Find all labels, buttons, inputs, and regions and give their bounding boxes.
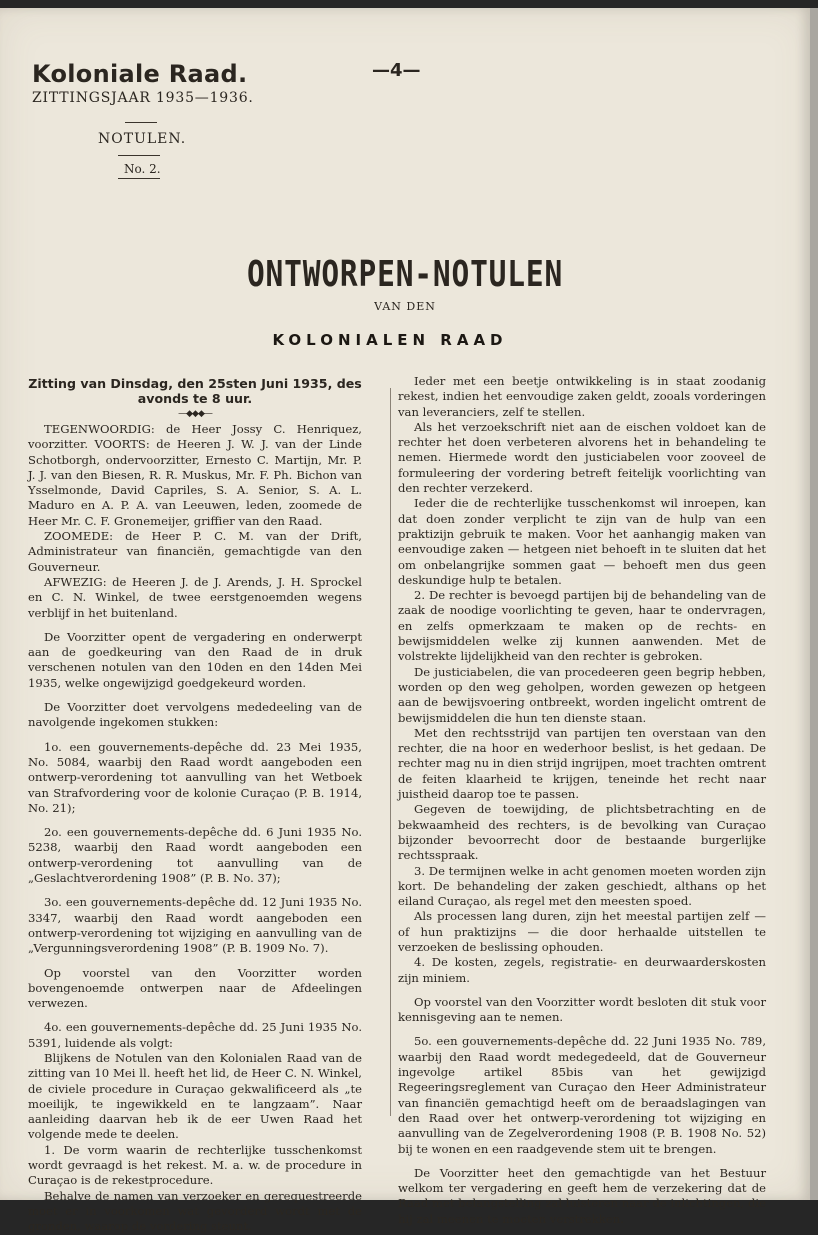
sitting-heading: Zitting van Dinsdag, den 25sten Juni 1935, des avonds te 8 uur.: [28, 376, 362, 406]
paragraph: Als het verzoekschrift niet aan de eischen voldoet kan de rechter het doen verbeteren alvorens het in behandeling te nemen. Hiermede wordt den justiciabelen voor zooveel de formuleering der vordering betreft feitelijk voorlichting van den rechter verzekerd.: [398, 419, 766, 496]
paragraph: 4o. een gouvernements-depêche dd. 25 Juni 1935 No. 5391, luidende als volgt:: [28, 1020, 362, 1050]
rule: [118, 178, 160, 179]
ornament: —◆◆◆—: [178, 409, 212, 419]
paragraph: 5o. een gouvernements-depêche dd. 22 Juni 1935 No. 789, waarbij den Raad wordt medegedeeld, dat de Gouverneur ingevolge artikel 85bis van het gewijzigd Regeeringsreglement van Curaçao den Heer Administrateur van financiën gemachtigd heeft om de beraadslagingen van den Raad over het ontwerp-verordening tot wijziging en aanvulling van de Zegelverordening 1908 (P. B. 1908 No. 52) bij te wonen en een raadgevende stem uit te brengen.: [398, 1034, 766, 1156]
paragraph: Behalve de namen van verzoeker en gerequestreerde moet er in voorkomen wat gevorderd wordt met de gronden, waarop de vordering steunt.: [28, 1188, 362, 1234]
paragraph: De justiciabelen, die van procedeeren geen begrip hebben, worden op den weg geholpen, worden gewezen op hetgeen aan de bewijsvoering ontbreekt, worden ingelicht omtrent de bewijsmiddelen die hun ten dienste staan.: [398, 664, 766, 725]
van-den-label: VAN DEN: [374, 300, 436, 313]
rule: [125, 122, 157, 123]
paragraph: 3o. een gouvernements-depêche dd. 12 Juni 1935 No. 3347, waarbij den Raad wordt aangeboden een ontwerp-verordening tot wijziging en aanvulling van de „Vergunningsverordening 1908” (P. B. 1909 No. 7).: [28, 895, 362, 956]
paragraph: Op voorstel van den Voorzitter wordt besloten dit stuk voor kennisgeving aan te nemen.: [398, 994, 766, 1025]
paragraph: Gegeven de toewijding, de plichtsbetrachting en de bekwaamheid des rechters, is de bevolking van Curaçao bijzonder bevoorrecht door de bestaande burgerlijke rechtsspraak.: [398, 802, 766, 863]
paragraph: Als processen lang duren, zijn het meestal partijen zelf — of hun praktizijns — die door herhaalde uitstellen te verzoeken de beslissing ophouden.: [398, 909, 766, 954]
paragraph: Met den rechtsstrijd van partijen ten overstaan van den rechter, die na hoor en wederhoor beslist, is het gedaan. De rechter mag nu in dien strijd ingrijpen, moet trachten omtrent de feiten klaarheid te krijgen, teneinde het recht naar juistheid daarop toe te passen.: [398, 725, 766, 802]
paragraph: TEGENWOORDIG: de Heer Jossy C. Henriquez, voorzitter. VOORTS: de Heeren J. W. J. van der Linde Schotborgh, ondervoorzitter, Ernesto C. Martijn, Mr. P. J. J. van den Biesen, R. R. Muskus, Mr. F. Ph. Bichon van Ysselmonde, David Capriles, S. A. Senior, S. A. L. Maduro en A. P. A. van Leeuwen, leden, zoomede de Heer Mr. C. F. Gronemeijer, griffier van den Raad.: [28, 422, 362, 528]
paragraph: Ieder met een beetje ontwikkeling is in staat zoodanig rekest, indien het eenvoudige zaken geldt, zooals vorderingen van leveranciers, zelf te stellen.: [398, 374, 766, 419]
paragraph: 2. De rechter is bevoegd partijen bij de behandeling van de zaak de noodige voorlichting te geven, haar te ondervragen, en zelfs opmerkzaam te maken op de rechts- en bewijsmiddelen welke zij kunnen aanwenden. Met de volstrekte lijdelijkheid van den rechter is gebroken.: [398, 588, 766, 664]
kolonialen-raad-banner: KOLONIALEN RAAD: [272, 331, 508, 349]
paragraph: AFWEZIG: de Heeren J. de J. Arends, J. H. Sprockel en C. N. Winkel, de twee eerstgenoemden wegens verblijf in het buitenland.: [28, 574, 362, 620]
zittingsjaar: ZITTINGSJAAR 1935—1936.: [32, 90, 254, 106]
paragraph: ZOOMEDE: de Heer P. C. M. van der Drift, Administrateur van financiën, gemachtigde van den Gouverneur.: [28, 529, 362, 574]
paragraph: De Voorzitter doet vervolgens mededeeling van de navolgende ingekomen stukken:: [28, 700, 362, 730]
koloniale-raad-heading: Koloniale Raad.: [32, 60, 248, 88]
paragraph: 3. De termijnen welke in acht genomen moeten worden zijn kort. De behandeling der zaken geschiedt, althans op het eiland Curaçao, als regel met den meesten spoed.: [398, 863, 766, 909]
left-column: [28, 376, 362, 1235]
paragraph: 1. De vorm waarin de rechterlijke tusschenkomst wordt gevraagd is het rekest. M. a. w. de procedure in Curaçao is de rekestprocedure.: [28, 1142, 362, 1188]
notulen-label: NOTULEN.: [98, 131, 187, 147]
right-column: [398, 374, 766, 1227]
main-title: ONTWORPEN-NOTULEN: [246, 254, 564, 295]
paragraph: Blijkens de Notulen van den Kolonialen Raad van de zitting van 10 Mei ll. heeft het lid, de Heer C. N. Winkel, de civiele procedure in Curaçao gekwalificeerd als „te moeilijk, te ingewikkeld en te langzaam”. Naar aanleiding daarvan heb ik de eer Uwen Raad het volgende mede te deelen.: [28, 1050, 362, 1142]
rule: [118, 155, 160, 156]
paragraph: De Voorzitter opent de vergadering en onderwerpt aan de goedkeuring van den Raad de in druk verschenen notulen van den 10den en den 14den Mei 1935, welke ongewijzigd goedgekeurd worden.: [28, 629, 362, 690]
paragraph: 4. De kosten, zegels, registratie- en deurwaarderskosten zijn miniem.: [398, 955, 766, 985]
paragraph: 1o. een gouvernements-depêche dd. 23 Mei 1935, No. 5084, waarbij den Raad wordt aangeboden een ontwerp-verordening tot aanvulling van het Wetboek van Strafvordering voor de kolonie Curaçao (P. B. 1914, No. 21);: [28, 739, 362, 815]
column-separator: [390, 388, 391, 1116]
paragraph: Ieder die de rechterlijke tusschenkomst wil inroepen, kan dat doen zonder verplicht te zijn van de hulp van een praktizijn gebruik te maken. Voor het aanhangig maken van eenvoudige zaken — hetgeen niet behoeft in te sluiten dat het om onbelangrijke sommen gaat — behoeft men dus geen deskundige hulp te betalen.: [398, 496, 766, 587]
notulen-number: No. 2.: [124, 162, 161, 176]
header-left: [32, 60, 254, 106]
page-edge: [810, 8, 818, 1200]
paragraph: Op voorstel van den Voorzitter worden bovengenoemde ontwerpen naar de Afdeelingen verwezen.: [28, 965, 362, 1011]
paragraph: De Voorzitter heet den gemachtigde van het Bestuur welkom ter vergadering en geeft hem de verzekering dat de Raad met belangstelling zal luisteren naar de inlichtingen, die hij zal meenen te moeten verstrekken.: [398, 1165, 766, 1226]
page-number: —4—: [372, 60, 421, 81]
paragraph: 2o. een gouvernements-depêche dd. 6 Juni 1935 No. 5238, waarbij den Raad wordt aangeboden een ontwerp-verordening tot aanvulling van de „Geslachtverordening 1908” (P. B. No. 37);: [28, 825, 362, 886]
